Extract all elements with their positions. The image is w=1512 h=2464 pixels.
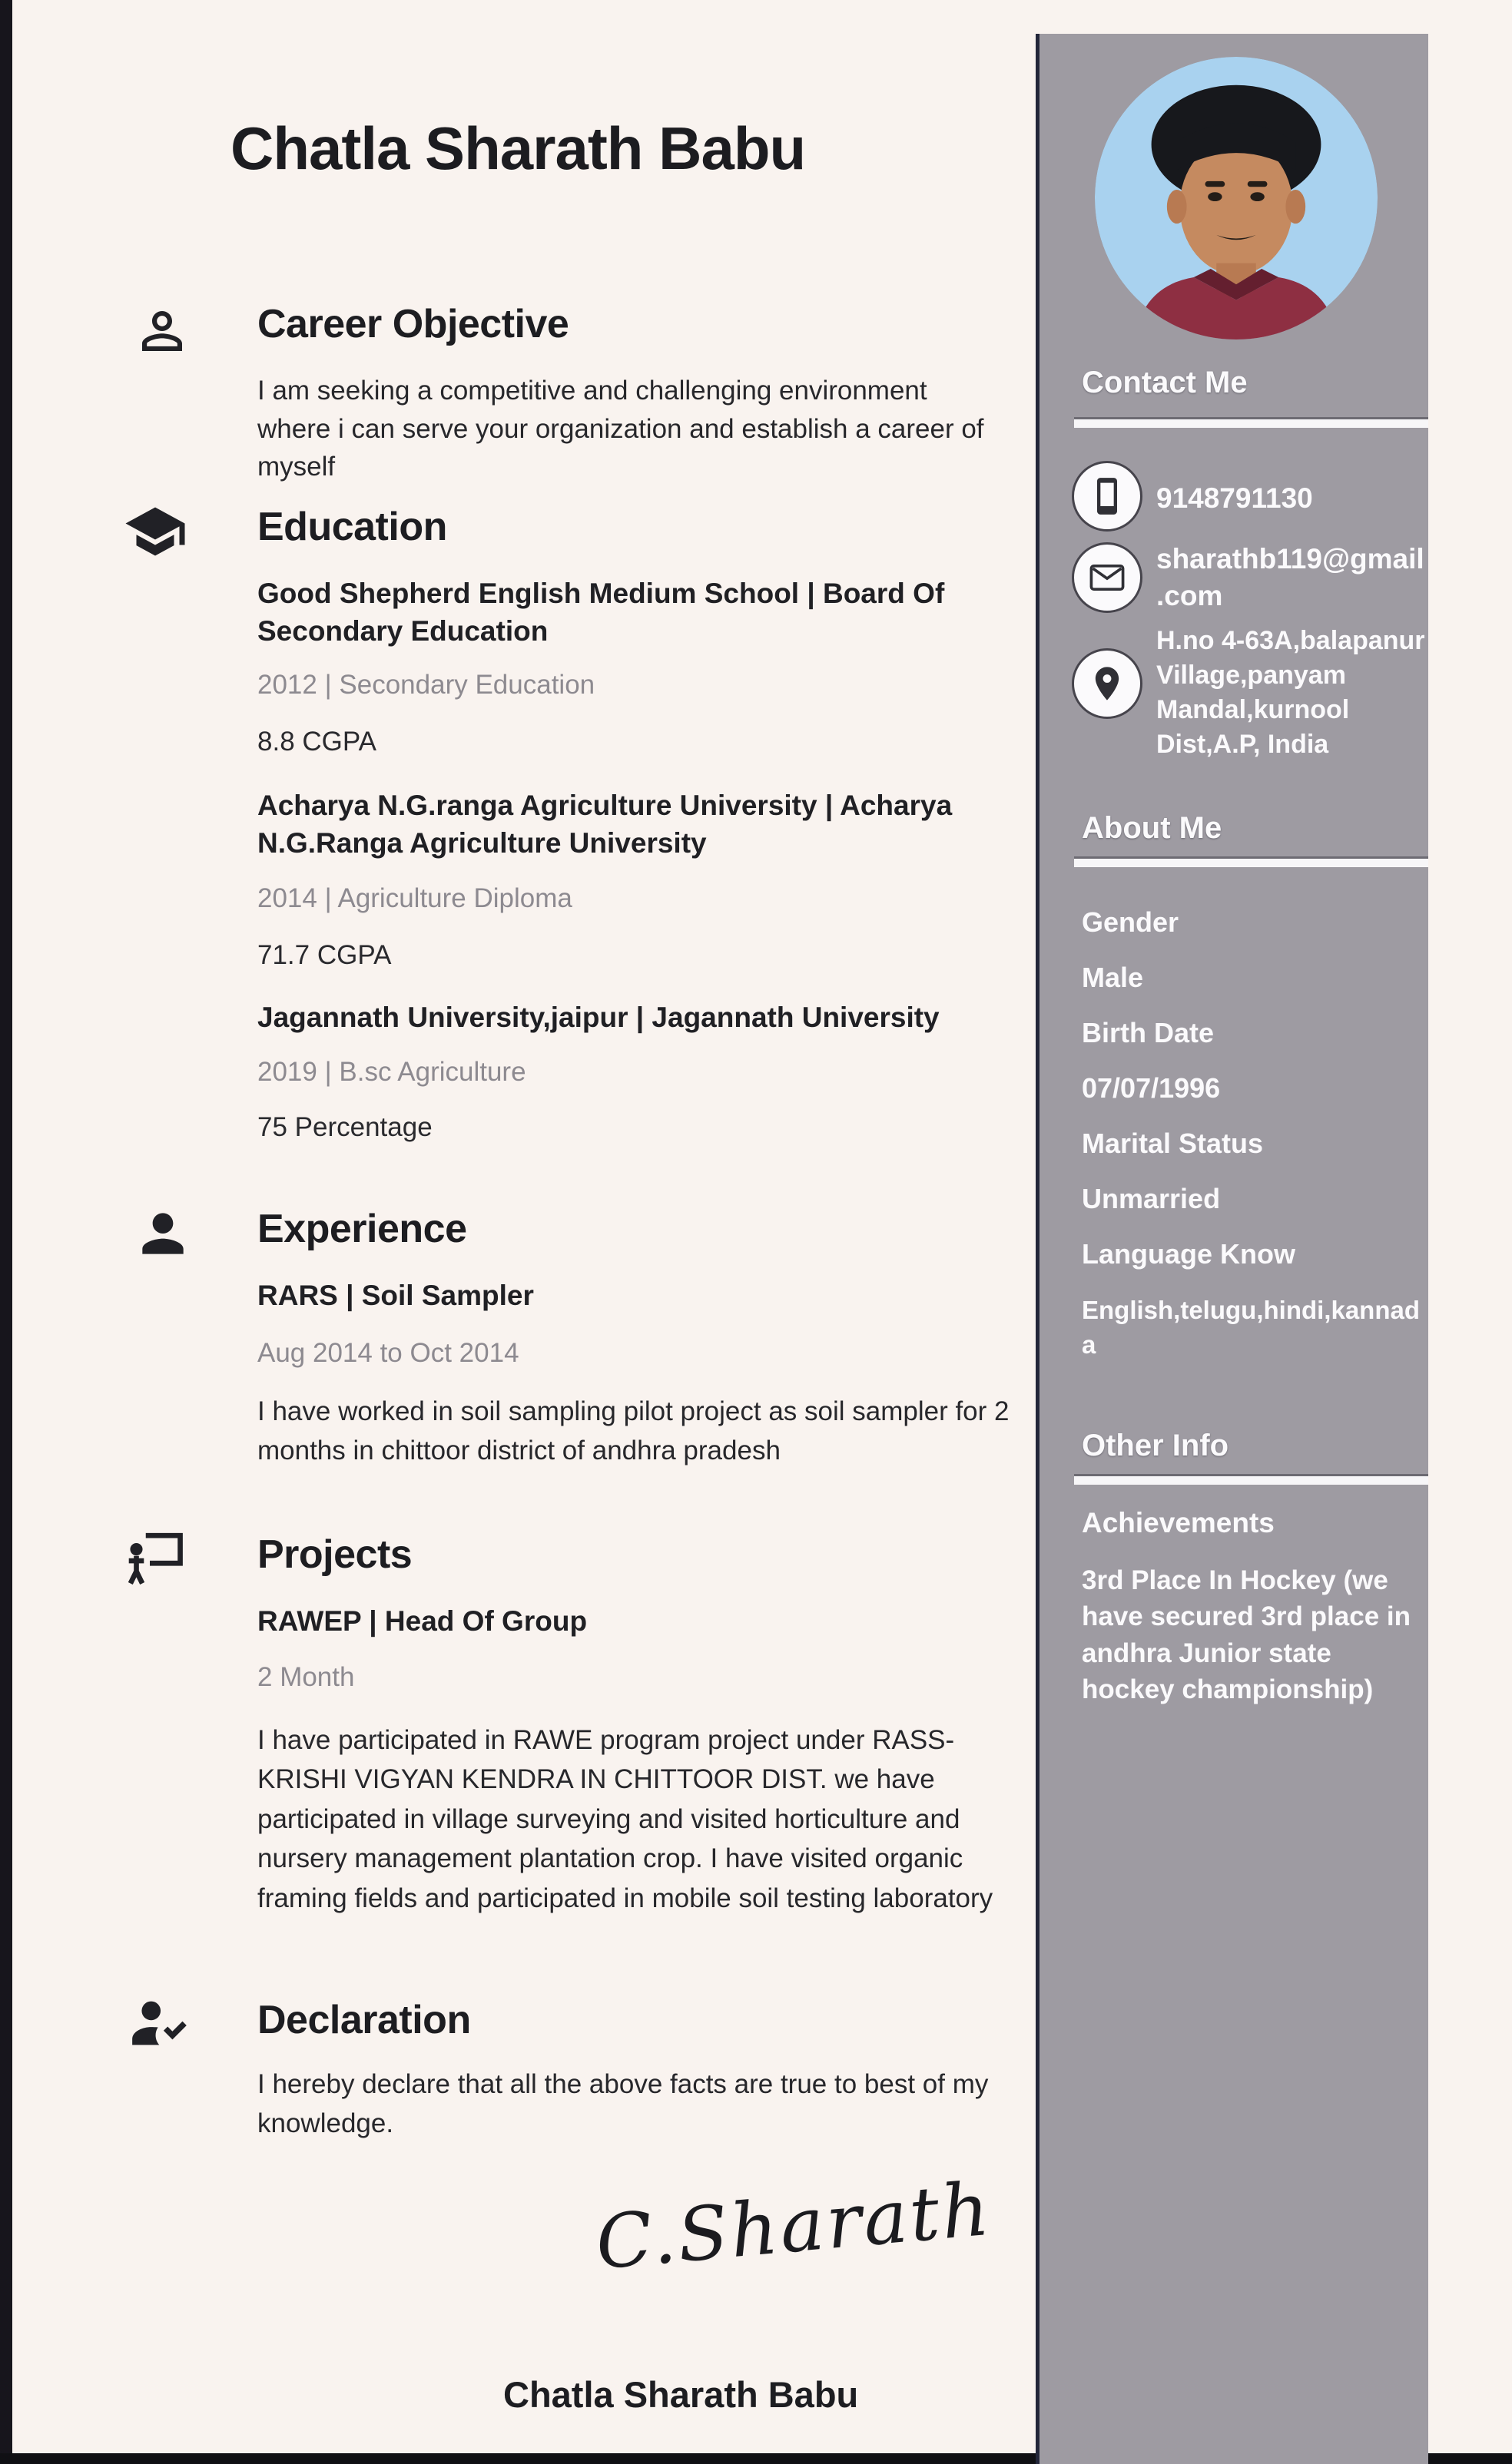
career-objective-text: I am seeking a competitive and challenging environment where i can serve your organization and establish a career of myself	[257, 376, 984, 482]
person-check-icon	[128, 1992, 191, 2055]
language-value: English,telugu,hindi,kannada	[1082, 1296, 1421, 1359]
language-label: Language Know	[1082, 1238, 1295, 1270]
section-title-education: Education	[257, 505, 447, 549]
about-section-title: About Me	[1082, 811, 1222, 845]
other-info-section-title: Other Info	[1082, 1429, 1229, 1462]
gender-value: Male	[1082, 962, 1144, 993]
divider	[1074, 1476, 1428, 1485]
profile-photo	[1095, 57, 1378, 339]
achievements-label: Achievements	[1082, 1507, 1275, 1538]
graduation-cap-icon	[123, 499, 187, 564]
marital-status-label: Marital Status	[1082, 1128, 1264, 1159]
gender-label: Gender	[1082, 906, 1179, 938]
education-entry-meta: 2014 | Agriculture Diploma	[257, 883, 572, 913]
section-title-projects: Projects	[257, 1532, 413, 1577]
education-entry-score: 71.7 CGPA	[257, 940, 392, 970]
experience-role: RARS | Soil Sampler	[257, 1280, 534, 1311]
person-outline-icon	[132, 301, 192, 361]
signature-typed-name: Chatla Sharath Babu	[503, 2374, 859, 2415]
contact-section-title: Contact Me	[1082, 366, 1248, 399]
birth-date-label: Birth Date	[1082, 1017, 1215, 1048]
section-title-experience: Experience	[257, 1207, 467, 1251]
divider	[1074, 859, 1428, 867]
education-entry-score: 8.8 CGPA	[257, 727, 376, 757]
achievements-text: 3rd Place In Hockey (we have secured 3rd place in andhra Junior state hockey championship)	[1082, 1565, 1411, 1704]
education-entry-meta: 2019 | B.sc Agriculture	[257, 1057, 526, 1087]
handwritten-signature: C.Sharath	[592, 2165, 995, 2287]
photo-left-edge	[0, 0, 12, 2464]
phone-icon	[1072, 461, 1142, 532]
education-entry-score: 75 Percentage	[257, 1112, 433, 1142]
education-entry-school: Good Shepherd English Medium School | Board Of Secondary Education	[257, 578, 945, 647]
education-entry-school: Jagannath University,jaipur | Jagannath University	[257, 1002, 940, 1033]
birth-date-value: 07/07/1996	[1082, 1072, 1221, 1104]
declaration-text: I hereby declare that all the above facts are true to best of my knowledge.	[257, 2069, 989, 2139]
marital-status-value: Unmarried	[1082, 1183, 1221, 1214]
project-description: I have participated in RAWE program project under RASS-KRISHI VIGYAN KENDRA IN CHITTOOR DIST. we have participated in village surveying and visited horticulture and nursery management plantation crop. I have visited organic framing fields and participated in mobile soil testing laboratory	[257, 1725, 993, 1913]
location-pin-icon	[1072, 648, 1142, 719]
section-title-career-objective: Career Objective	[257, 302, 569, 346]
education-entry-meta: 2012 | Secondary Education	[257, 670, 595, 700]
education-entry-school: Acharya N.G.ranga Agriculture University | Acharya N.G.Ranga Agriculture University	[257, 790, 953, 859]
sidebar	[1036, 34, 1428, 2464]
contact-email: sharathb119@gmail.com	[1156, 543, 1424, 612]
experience-period: Aug 2014 to Oct 2014	[257, 1338, 519, 1368]
person-icon	[132, 1203, 194, 1264]
project-period: 2 Month	[257, 1662, 355, 1692]
project-role: RAWEP | Head Of Group	[257, 1605, 588, 1637]
contact-phone: 9148791130	[1156, 482, 1313, 514]
page-title: Chatla Sharath Babu	[230, 114, 806, 182]
section-title-declaration: Declaration	[257, 1998, 471, 2042]
presentation-icon	[123, 1527, 187, 1591]
contact-address: H.no 4-63A,balapanur Village,panyam Mandal,kurnool Dist,A.P, India	[1156, 626, 1425, 759]
email-icon	[1072, 542, 1142, 613]
experience-description: I have worked in soil sampling pilot project as soil sampler for 2 months in chittoor district of andhra pradesh	[257, 1396, 1010, 1466]
divider	[1074, 419, 1428, 428]
